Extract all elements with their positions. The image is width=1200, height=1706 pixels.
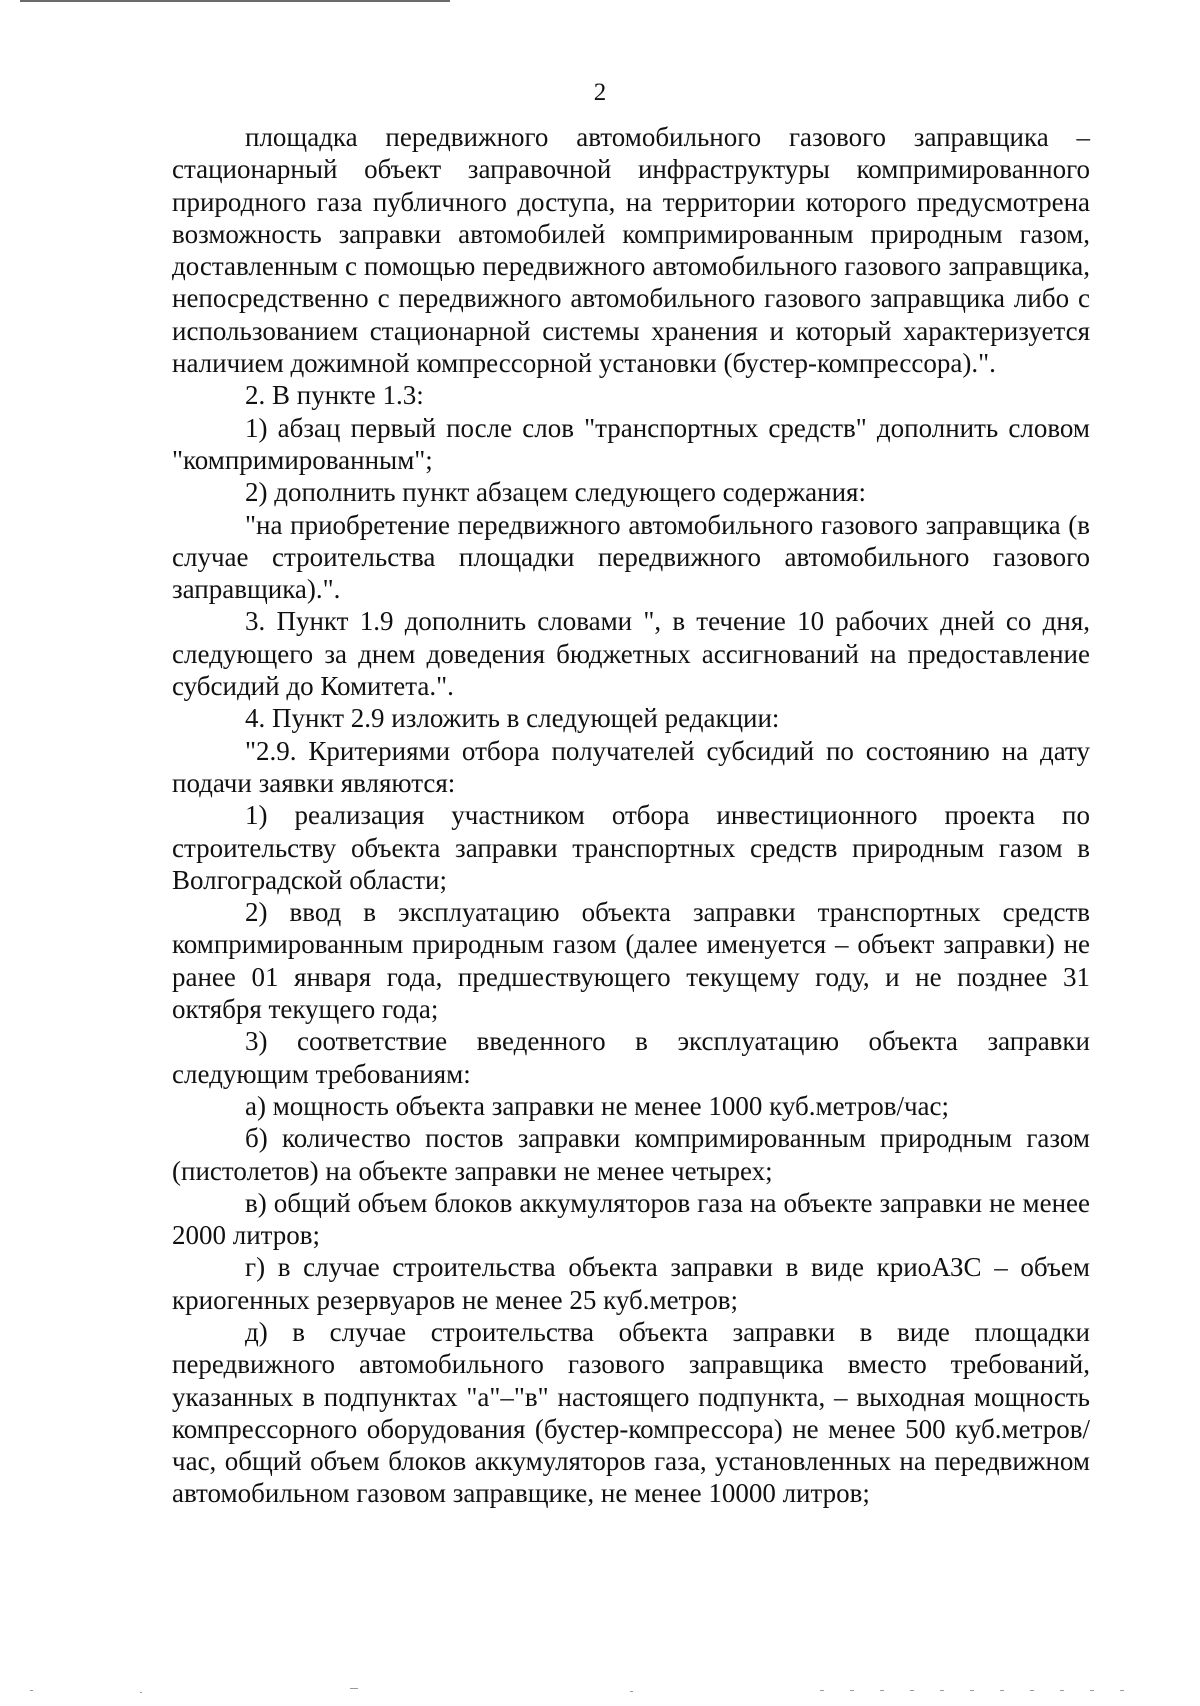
paragraph-item-2: 2. В пункте 1.3: — [245, 380, 424, 411]
paragraph-requirement-v: в) общий объем блоков аккумуляторов газа на объекте заправки не менее 2000 литров; — [172, 1187, 1090, 1251]
page-number: 2 — [593, 79, 607, 106]
paragraph-item-2-sub-1: 1) абзац первый после слов "транспортных средств" дополнить словом "компримированным"; — [172, 412, 1090, 475]
paragraph-requirement-a: а) мощность объекта заправки не менее 1000 куб.метров/час; — [245, 1090, 950, 1121]
scan-edge-line — [20, 0, 450, 2]
paragraph-criterion-1: 1) реализация участником отбора инвестиционного проекта по строительству объекта заправки транспортных средств природным газом в Волгоградской области; — [172, 800, 1090, 895]
paragraph-criterion-2: 2) ввод в эксплуатацию объекта заправки транспортных средств компримированным природным газом (далее именуется – объект заправки) не ранее 01 января года, предшествующего текущему году, и не позднее 31 октября текущего года; — [172, 897, 1090, 1025]
document-body — [172, 121, 1090, 1510]
paragraph-item-4: 4. Пункт 2.9 изложить в следующей редакции: — [245, 703, 780, 734]
paragraph-2-9-intro: "2.9. Критериями отбора получателей субсидий по состоянию на дату подачи заявки являются: — [172, 735, 1090, 798]
paragraph-definition-ppagz: площадка передвижного автомобильного газового заправщика – стационарный объект заправочной инфраструктуры компримированного природного газа публичного доступа, на территории которого предусмотрена возможность заправки автомобилей компримированным природным газом, доставленным с помощью передвижного автомобильного газового заправщика, непосредственно с передвижного автомобильного газового заправщика либо с использованием стационарной системы хранения и который характеризуется наличием дожимной компрессорной установки (бустер-компрессора).". — [172, 122, 1090, 379]
paragraph-item-2-quote: "на приобретение передвижного автомобильного газового заправщика (в случае строительства площадки передвижного автомобильного газового заправщика).". — [172, 509, 1090, 605]
paragraph-criterion-3: 3) соответствие введенного в эксплуатацию объекта заправки следующим требованиям: — [172, 1026, 1090, 1089]
paragraph-item-3: 3. Пункт 1.9 дополнить словами ", в течение 10 рабочих дней со дня, следующего за днем доведения бюджетных ассигнований на предоставление субсидий до Комитета.". — [172, 606, 1090, 702]
paragraph-requirement-b: б) количество постов заправки компримированным природным газом (пистолетов) на объекте заправки не менее четырех; — [172, 1123, 1090, 1186]
scan-noise-marks — [20, 1680, 1180, 1698]
paragraph-item-2-sub-2: 2) дополнить пункт абзацем следующего содержания: — [245, 477, 866, 508]
paragraph-requirement-d: д) в случае строительства объекта заправки в виде площадки передвижного автомобильного газового заправщика вместо требований, указанных в подпунктах "а"–"в" настоящего подпункта, – выходная мощность компрессорного оборудования (бустер-компрессора) не менее 500 куб.метров/час, общий объем блоков аккумуляторов газа, установленных на передвижном автомобильном газовом заправщике, не менее 10000 литров; — [172, 1316, 1090, 1509]
paragraph-requirement-g: г) в случае строительства объекта заправки в виде криоАЗС – объем криогенных резервуаров не менее 25 куб.метров; — [172, 1252, 1090, 1315]
